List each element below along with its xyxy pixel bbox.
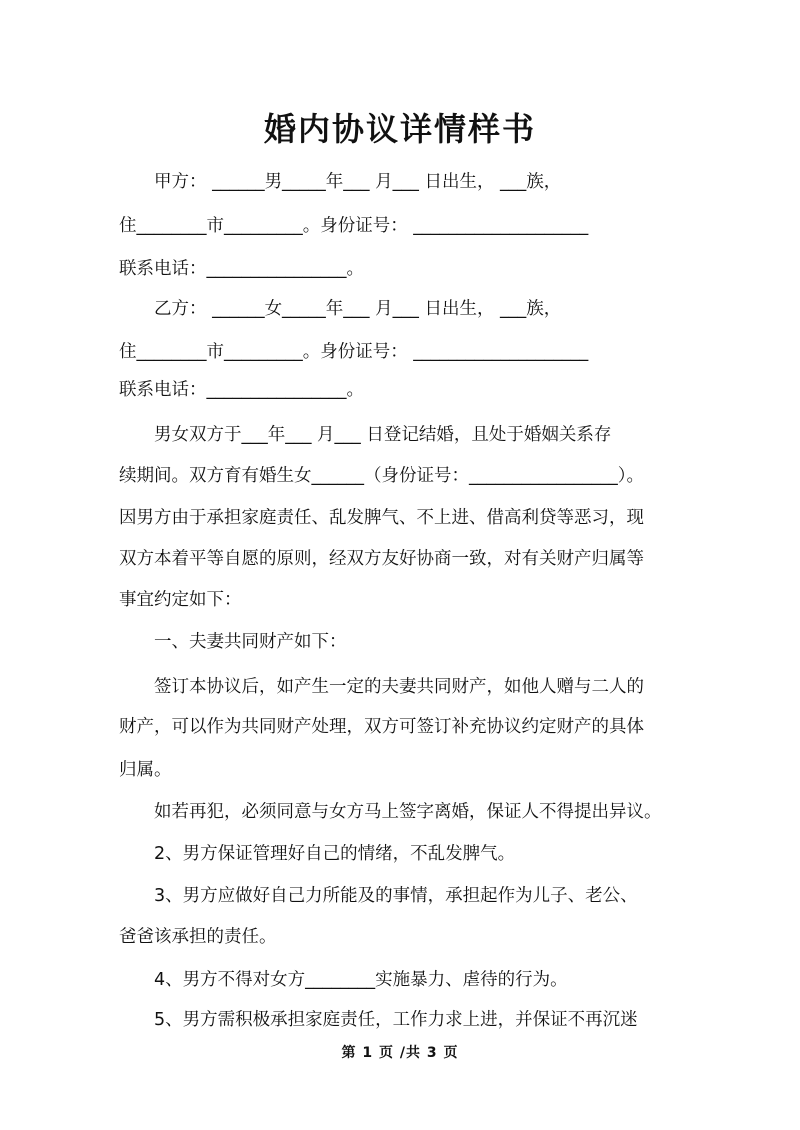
paragraph-line: 签订本协议后，如产生一定的夫妻共同财产，如他人赠与二人的 <box>154 677 644 697</box>
party-a-address-line: 住________市_________。身份证号： ____________________ <box>119 216 589 236</box>
paragraph-line: 事宜约定如下： <box>119 590 242 610</box>
paragraph-line: 归属。 <box>119 760 172 780</box>
party-a-phone-line: 联系电话：________________。 <box>119 259 364 279</box>
list-item-continuation: 爸爸该承担的责任。 <box>119 927 277 947</box>
party-b-address-line: 住________市_________。身份证号： ____________________ <box>119 342 589 362</box>
section-heading: 一、夫妻共同财产如下： <box>154 632 347 652</box>
party-b-birth-line: 乙方： ______女_____年___ 月___ 日出生， ___族， <box>154 299 562 319</box>
document-title: 婚内协议详情样书 <box>263 110 536 148</box>
paragraph-line: 因男方由于承担家庭责任、乱发脾气、不上进、借高利贷等恶习，现 <box>119 508 644 528</box>
party-b-phone-line: 联系电话：________________。 <box>119 380 364 400</box>
page-number: 第 1 页 /共 3 页 <box>341 1045 459 1061</box>
paragraph-line: 续期间。双方育有婚生女______（身份证号：_________________）。 <box>119 466 644 486</box>
list-item: 2、男方保证管理好自己的情绪，不乱发脾气。 <box>154 844 516 864</box>
list-item: 5、男方需积极承担家庭责任，工作力求上进，并保证不再沉迷 <box>154 1010 638 1030</box>
paragraph-line: 财产，可以作为共同财产处理，双方可签订补充协议约定财产的具体 <box>119 717 644 737</box>
paragraph-line: 如若再犯，必须同意与女方马上签字离婚，保证人不得提出异议。 <box>154 802 662 822</box>
list-item: 3、男方应做好自己力所能及的事情，承担起作为儿子、老公、 <box>154 886 638 906</box>
paragraph-line: 男女双方于___年___ 月___ 日登记结婚，且处于婚姻关系存 <box>154 425 612 445</box>
party-a-birth-line: 甲方： ______男_____年___ 月___ 日出生， ___族， <box>154 172 562 192</box>
paragraph-line: 双方本着平等自愿的原则，经双方友好协商一致，对有关财产归属等 <box>119 549 644 569</box>
list-item: 4、男方不得对女方________实施暴力、虐待的行为。 <box>154 970 568 990</box>
